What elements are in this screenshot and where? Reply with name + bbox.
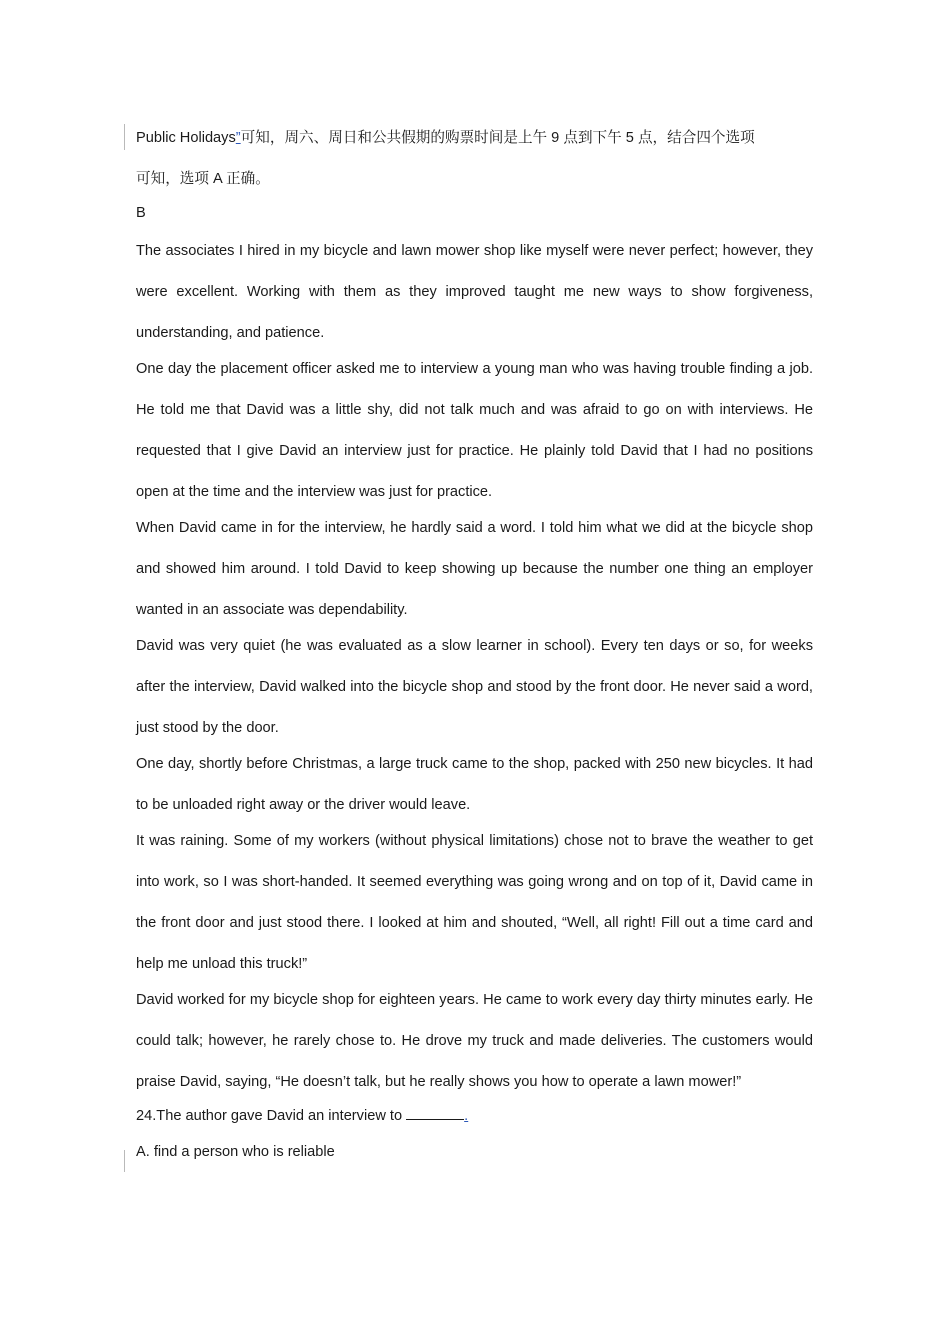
paragraph-2: One day the placement officer asked me to interview a young man who was having trouble finding a job. He told me that David was a little shy, did not talk much and was afraid to go on with interviews. He requested that I give David an interview just for practice. He plainly told David that I had no positions open at the time and the interview was just for practice. [136, 361, 813, 500]
paragraph-6: It was raining. Some of my workers (without physical limitations) chose not to brave the weather to get into work, so I was short-handed. It seemed everything was going wrong and on top of it, David came in the front door and just stood there. I looked at him and shouted, “Well, all right! Fill out a time card and help me unload this truck!” [136, 833, 813, 972]
margin-bar-top [124, 124, 125, 150]
paragraph-5: One day, shortly before Christmas, a large truck came to the shop, packed with 250 new bicycles. It had to be unloaded right away or the driver would leave. [136, 756, 813, 813]
margin-bar-bottom [124, 1150, 125, 1172]
section-label: B [136, 205, 146, 221]
option-a: A. find a person who is reliable [136, 1144, 335, 1160]
intro-paragraph [136, 118, 813, 200]
question-stem: 24.The author gave David an interview to [136, 1108, 407, 1124]
paragraph-3: When David came in for the interview, he hardly said a word. I told him what we did at the bicycle shop and showed him around. I told David to keep showing up because the number one thing an employer wanted in an associate was dependability. [136, 520, 813, 618]
answer-blank [406, 1105, 464, 1120]
question-24 [136, 1098, 813, 1134]
document-page [136, 118, 813, 1170]
paragraph-7: David worked for my bicycle shop for eighteen years. He came to work every day thirty minutes early. He could talk; however, he rarely chose to. He drove my truck and made deliveries. The customers would praise David, saying, “He doesn’t talk, but he really shows you how to operate a lawn mower!” [136, 992, 813, 1090]
intro-rest: 可知，周六、周日和公共假期的购票时间是上午 9 点到下午 5 点，结合四个选项 [240, 130, 755, 146]
intro-prefix: Public Holidays [136, 130, 236, 146]
intro-line2: 可知，选项 A 正确。 [136, 171, 270, 187]
paragraph-4: David was very quiet (he was evaluated as a slow learner in school). Every ten days or so, for weeks after the interview, David walked into the bicycle shop and stood by the front door. He never said a word, just stood by the door. [136, 638, 813, 736]
question-end: . [464, 1108, 469, 1124]
intro-quote: ” [235, 130, 241, 146]
paragraph-1: The associates I hired in my bicycle and lawn mower shop like myself were never perfect; however, they were excellent. Working with them as they improved taught me new ways to show forgiveness, understanding, and patience. [136, 243, 813, 341]
